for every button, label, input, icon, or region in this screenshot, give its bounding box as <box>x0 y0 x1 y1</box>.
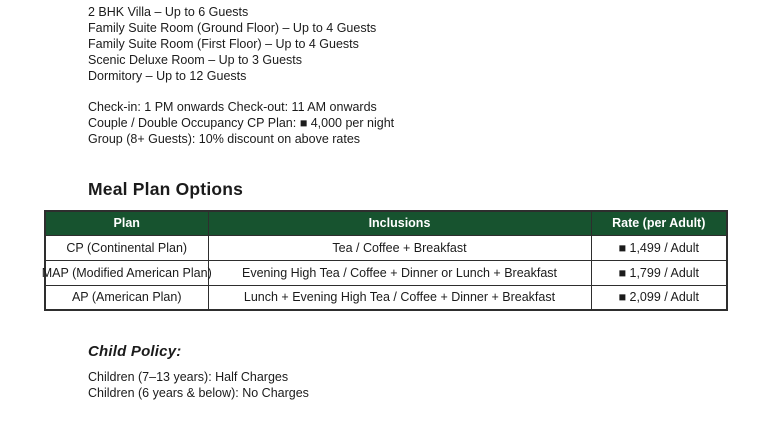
room-capacity-line: 2 BHK Villa – Up to 6 Guests <box>88 5 249 19</box>
table-cell-inclusions: Tea / Coffee + Breakfast <box>208 235 591 260</box>
meal-plan-table <box>41 210 728 311</box>
child-policy-line: Children (6 years & below): No Charges <box>88 386 309 400</box>
child-policy-list <box>88 369 309 401</box>
child-policy-line: Children (7–13 years): Half Charges <box>88 370 289 384</box>
table-cell-inclusions: Lunch + Evening High Tea / Coffee + Dinner + Breakfast <box>208 285 591 310</box>
table-cell-inclusions: Evening High Tea / Coffee + Dinner or Lunch + Breakfast <box>208 260 591 285</box>
table-cell-plan: AP (American Plan) <box>45 285 208 310</box>
table-cell-rate: ■ 1,799 / Adult <box>591 260 727 285</box>
room-capacity-list <box>88 4 376 84</box>
table-header-row <box>45 211 727 235</box>
table-cell-rate: ■ 1,499 / Adult <box>591 235 727 260</box>
room-capacity-line: Family Suite Room (Ground Floor) – Up to 4 Guests <box>88 21 377 35</box>
table-header-plan: Plan <box>45 211 208 235</box>
room-capacity-line: Dormitory – Up to 12 Guests <box>88 69 247 83</box>
table-cell-rate: ■ 2,099 / Adult <box>591 285 727 310</box>
room-capacity-line: Family Suite Room (First Floor) – Up to 4 Guests <box>88 37 359 51</box>
child-policy-heading: Child Policy: <box>88 343 182 360</box>
room-capacity-line: Scenic Deluxe Room – Up to 3 Guests <box>88 53 302 67</box>
meal-plan-heading: Meal Plan Options <box>88 179 244 199</box>
couple-rate-line: Couple / Double Occupancy CP Plan: ■ 4,000 per night <box>88 116 395 130</box>
booking-info <box>88 99 394 147</box>
checkin-checkout-line: Check-in: 1 PM onwards Check-out: 11 AM onwards <box>88 100 377 114</box>
table-row <box>45 235 727 260</box>
table-cell-plan: MAP (Modified American Plan) <box>45 260 208 285</box>
table-header-inclusions: Inclusions <box>208 211 591 235</box>
table-header-rate: Rate (per Adult) <box>591 211 727 235</box>
table-cell-plan: CP (Continental Plan) <box>45 235 208 260</box>
table-row <box>45 260 727 285</box>
group-discount-line: Group (8+ Guests): 10% discount on above rates <box>88 132 361 146</box>
table-row <box>45 285 727 310</box>
